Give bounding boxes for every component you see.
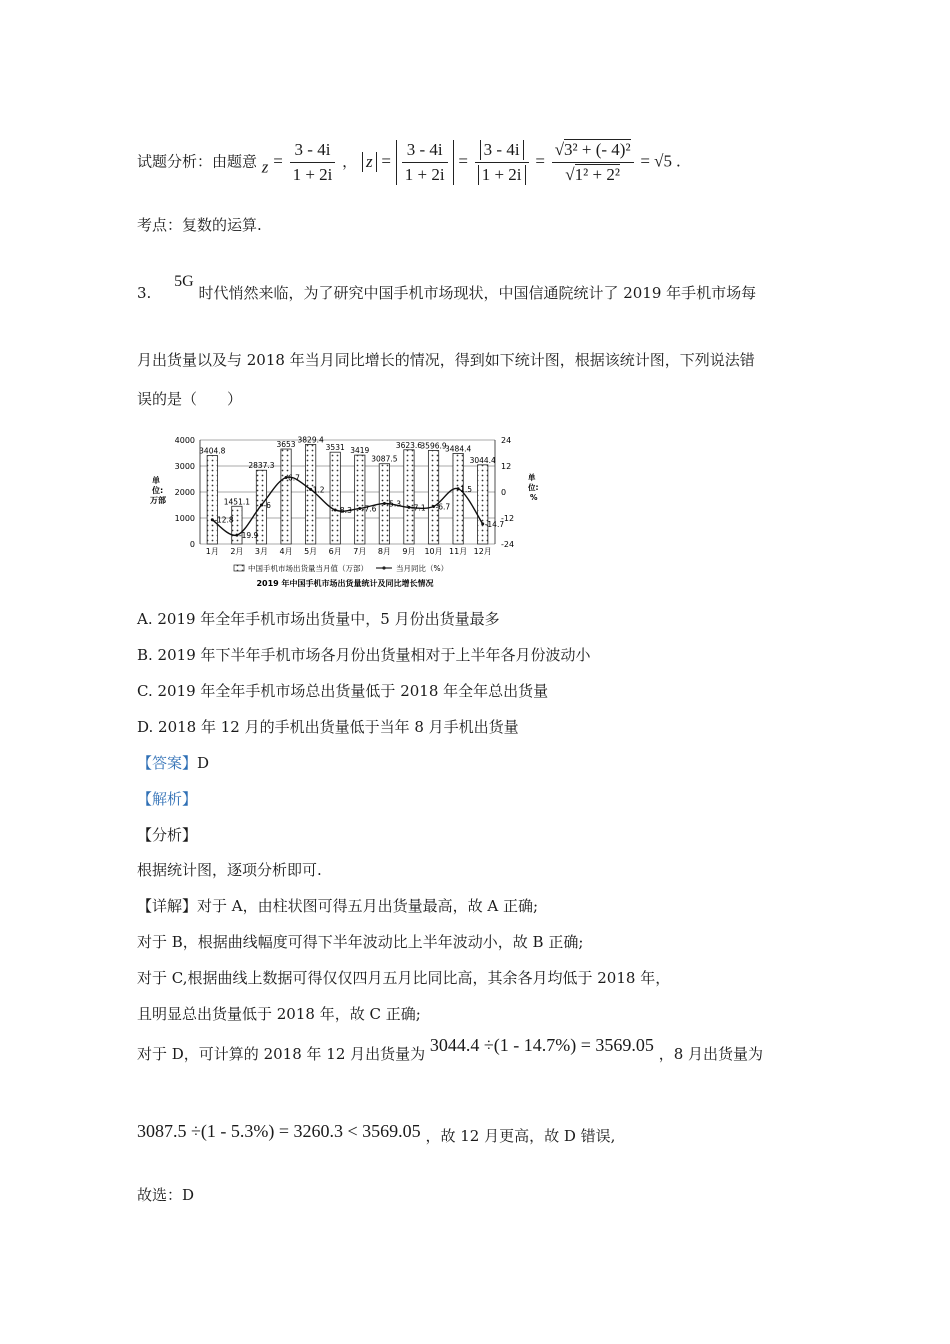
bar-value-label: 3623.6 <box>395 440 423 450</box>
x-tick-label: 9月 <box>402 547 416 556</box>
question-text-1: 时代悄然来临，为了研究中国手机市场现状，中国信通院统计了 2019 年手机市场每 <box>198 284 757 302</box>
y-left-tick-label: 4000 <box>174 436 195 445</box>
bar-11 <box>453 453 463 544</box>
option-c: C. 2019 年全年手机市场总出货量低于 2018 年全年总出货量 <box>137 682 549 700</box>
abs-num: 3 - 4i <box>480 140 524 160</box>
xiangjie-line-5-tail: ，8 月出货量为 <box>658 1045 764 1063</box>
x-tick-label: 5月 <box>304 547 318 556</box>
yoy-value-label: -5.3 <box>386 499 402 509</box>
bar-12 <box>478 465 488 544</box>
question-line-2: 月出货量以及与 2018 年当月同比增长的情况，得到如下统计图，根据该统计图，下列说法错 <box>137 351 755 369</box>
bar-4 <box>281 449 291 544</box>
jiexi-tag: 【解析】 <box>137 790 198 808</box>
xiangjie-line-6-tail: ，故 12 月更高，故 D 错误, <box>425 1127 616 1145</box>
x-tick-label: 1月 <box>205 547 219 556</box>
x-tick-label: 8月 <box>377 547 391 556</box>
shipment-chart <box>140 428 550 593</box>
calc-dec-shipment: 3044.4 ÷(1 - 14.7%) = 3569.05 <box>429 1035 654 1055</box>
legend-bar-label: 中国手机市场出货量当月值（万部） <box>248 564 368 573</box>
y-left-tick-label: 2000 <box>174 488 195 497</box>
bar-value-label: 3419 <box>350 446 370 456</box>
x-tick-label: 7月 <box>353 547 367 556</box>
yoy-value-label: -12.8 <box>214 515 234 525</box>
yoy-value-label: -8.3 <box>337 505 352 515</box>
bar-9 <box>404 450 414 544</box>
xiangjie-line-1: 【详解】对于 A，由柱状图可得五月出货量最高，故 A 正确; <box>137 897 539 915</box>
fraction-numerator: 3 - 4i <box>290 140 336 163</box>
calc-aug-shipment: 3087.5 ÷(1 - 5.3%) = 3260.3 < 3569.05 <box>137 1121 421 1141</box>
y-left-unit-part3: 万部 <box>150 496 166 505</box>
bar-value-label: 3653 <box>276 440 296 450</box>
sqrt-numerator: √3² + (- 4)² <box>552 140 634 163</box>
bar-value-label: 3596.9 <box>420 441 447 451</box>
xiangjie-line-7: 故选：D <box>137 1186 195 1204</box>
y-right-unit-part1: 单 <box>528 473 536 482</box>
abs-fraction-2 <box>475 140 529 185</box>
question-number: 3. <box>137 284 152 302</box>
yoy-value-label: -6.7 <box>435 502 451 512</box>
answer-value: D <box>197 754 210 772</box>
abs-frac-den-2 <box>475 163 529 185</box>
chart-title: 2019 年中国手机市场出货量统计及同比增长情况 <box>256 579 434 588</box>
option-b: B. 2019 年下半年手机市场各月份出货量相对于上半年各月份波动小 <box>137 646 591 664</box>
equals-sign-4: = <box>535 151 545 171</box>
bar-value-label: 3531 <box>325 443 345 453</box>
sqrt-den-text: 1² + 2² <box>574 165 620 184</box>
sqrt-denominator: √1² + 2² <box>565 165 620 184</box>
legend-line-marker <box>382 566 385 569</box>
x-tick-label: 6月 <box>328 547 342 556</box>
separator: ， <box>342 152 358 171</box>
fraction-z <box>290 140 336 185</box>
y-left-tick-label: 0 <box>189 540 195 549</box>
y-right-tick-label: 12 <box>501 462 512 471</box>
xiangjie-line-4: 且明显总出货量低于 2018 年，故 C 正确; <box>137 1005 421 1023</box>
xiangjie-line-6 <box>137 1121 616 1146</box>
yoy-value-label: 6.7 <box>288 473 300 483</box>
solution-lead: 试题分析：由题意 <box>137 152 258 171</box>
question-line-1 <box>137 273 757 303</box>
yoy-value-label: -14.7 <box>484 519 505 529</box>
yoy-value-label: -7.1 <box>410 503 426 513</box>
bar-7 <box>355 455 365 544</box>
question-line-3: 误的是（ ） <box>137 390 243 408</box>
bar-value-label: 2837.3 <box>248 461 275 471</box>
bar-value-label: 3484.4 <box>445 444 472 454</box>
legend-bar-swatch <box>234 565 244 571</box>
solution-prev-line <box>137 140 681 185</box>
fenxi-text: 根据统计图，逐项分析即可. <box>137 861 322 879</box>
abs-z: z <box>362 152 377 172</box>
xiangjie-line-2: 对于 B，根据曲线幅度可得下半年波动比上半年波动小，故 B 正确; <box>137 933 584 951</box>
abs-frac-den-1: 1 + 2i <box>404 165 445 185</box>
yoy-value-label: -7.6 <box>361 504 377 514</box>
yoy-value-label: -19.9 <box>238 531 259 541</box>
fiveg-label: 5G <box>174 273 194 290</box>
x-tick-label: 4月 <box>279 547 293 556</box>
yoy-value-label: -6 <box>263 501 271 510</box>
x-tick-label: 3月 <box>254 547 269 556</box>
y-right-tick-label: -24 <box>501 540 515 549</box>
equals-sign-3: = <box>458 151 468 171</box>
abs-frac-num-2 <box>475 140 529 163</box>
xiangjie-line-5-text: 对于 D，可计算的 2018 年 12 月出货量为 <box>137 1045 426 1063</box>
fraction-denominator: 1 + 2i <box>292 165 333 184</box>
fenxi-tag: 【分析】 <box>137 826 198 844</box>
y-right-tick-label: -12 <box>501 514 515 523</box>
bar-1 <box>207 455 217 544</box>
y-axis-left-unit <box>150 475 166 505</box>
y-axis-right-unit <box>527 472 541 502</box>
xiangjie-line-5 <box>137 1035 764 1064</box>
abs-fraction-1 <box>396 140 454 185</box>
x-tick-label: 2月 <box>230 547 244 556</box>
y-left-tick-label: 3000 <box>174 462 195 471</box>
x-tick-label: 11月 <box>449 547 468 556</box>
y-right-tick-label: 0 <box>501 488 507 497</box>
bar-6 <box>330 452 340 544</box>
y-right-tick-label: 24 <box>501 436 512 445</box>
answer-tag: 【答案】 <box>137 754 198 772</box>
yoy-value-label: 1.2 <box>312 485 325 495</box>
bar-10 <box>428 450 438 544</box>
equals-sign-2: = <box>381 151 391 171</box>
y-left-unit-part1: 单 <box>152 476 160 485</box>
answer-line <box>137 752 209 773</box>
sqrt-num-text: 3² + (- 4)² <box>564 140 631 159</box>
yoy-value-label: 1.5 <box>460 484 473 494</box>
bar-value-label: 3087.5 <box>371 454 398 464</box>
abs-frac-num-1: 3 - 4i <box>402 140 448 163</box>
option-a: A. 2019 年全年手机市场出货量中，5 月份出货量最多 <box>137 610 500 628</box>
y-left-tick-label: 1000 <box>174 514 195 523</box>
bar-value-label: 3044.4 <box>469 455 496 465</box>
y-left-unit-part2: 位: <box>152 486 164 495</box>
abs-den: 1 + 2i <box>478 165 526 185</box>
x-tick-label: 12月 <box>473 547 492 556</box>
z-variable: z <box>261 157 269 177</box>
sqrt-result: = √5 . <box>640 151 681 171</box>
kaodian-line: 考点：复数的运算. <box>137 216 262 234</box>
bar-value-label: 3404.8 <box>199 446 226 456</box>
y-right-unit-part3: % <box>530 493 538 502</box>
option-d: D. 2018 年 12 月的手机出货量低于当年 8 月手机出货量 <box>137 718 519 736</box>
legend-line-label: 当月同比（%） <box>396 564 449 573</box>
sqrt-fraction <box>552 140 634 185</box>
equals-sign: = <box>273 151 283 171</box>
bar-value-label: 1451.1 <box>223 497 250 507</box>
abs-fraction-1-inner <box>402 140 448 185</box>
xiangjie-line-3: 对于 C,根据曲线上数据可得仅仅四月五月比同比高，其余各月均低于 2018 年， <box>137 969 671 987</box>
y-right-unit-part2: 位: <box>528 483 539 492</box>
bar-value-label: 3829.4 <box>297 435 324 445</box>
x-tick-label: 10月 <box>424 547 443 556</box>
